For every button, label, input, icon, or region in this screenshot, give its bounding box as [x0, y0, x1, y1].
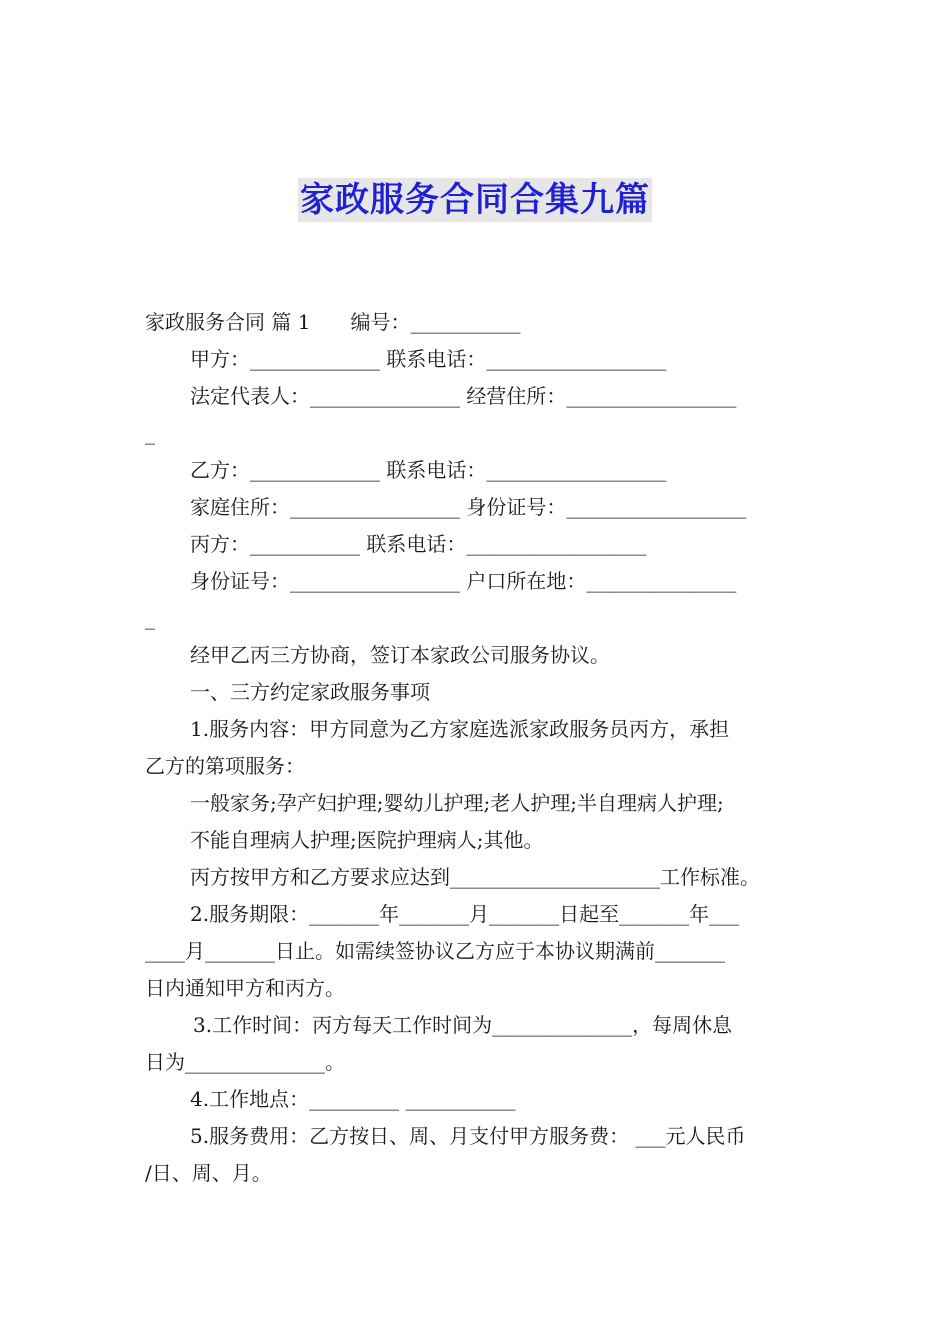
- party-b-line: 乙方：_____________ 联系电话：__________________: [190, 458, 667, 482]
- contract-heading-line: 家政服务合同 篇 1 编号：___________: [145, 310, 521, 334]
- service-period-line: 2.服务期限：_______年_______月_______日起至_______年___: [190, 902, 740, 926]
- party-a-line: 甲方：_____________ 联系电话：__________________: [190, 347, 667, 371]
- work-location-line: 4.工作地点：_________ ___________: [190, 1087, 516, 1111]
- work-time-line: 3.工作时间：丙方每天工作时间为______________，每周休息: [193, 1013, 733, 1037]
- id-hukou-line-overflow: _: [145, 606, 155, 630]
- party-c-line: 丙方：___________ 联系电话：__________________: [190, 532, 647, 556]
- work-time-line-cont: 日为______________。: [145, 1050, 345, 1074]
- service-period-line-cont: ____月_______日止。如需续签协议乙方应于本协议期满前_______: [145, 939, 725, 963]
- service-types-line-2: 不能自理病人护理;医院护理病人;其他。: [190, 828, 544, 852]
- service-types-line-1: 一般家务;孕产妇护理;婴幼儿护理;老人护理;半自理病人护理;: [190, 791, 724, 815]
- legal-rep-line-overflow: _: [145, 421, 155, 445]
- legal-rep-line: 法定代表人：_______________ 经营住所：_________________: [190, 384, 737, 408]
- id-hukou-line: 身份证号：_________________ 户口所在地：_______________: [190, 569, 737, 593]
- section-one-heading: 一、三方约定家政服务事项: [190, 680, 430, 704]
- work-standard-line: 丙方按甲方和乙方要求应达到_____________________工作标准。: [190, 865, 760, 889]
- document-title: 家政服务合同合集九篇: [300, 180, 650, 220]
- home-address-line: 家庭住所：_________________ 身份证号：__________________: [190, 495, 747, 519]
- agreement-intro-line: 经甲乙丙三方协商，签订本家政公司服务协议。: [190, 643, 610, 667]
- service-content-line-cont: 乙方的第项服务：: [145, 754, 305, 778]
- service-fee-line-cont: /日、周、月。: [145, 1161, 272, 1185]
- document-body: [145, 304, 808, 1192]
- title-container: [0, 178, 950, 222]
- service-period-line-end: 日内通知甲方和丙方。: [145, 976, 345, 1000]
- service-fee-line: 5.服务费用：乙方按日、周、月支付甲方服务费： ___元人民币: [190, 1124, 746, 1148]
- service-content-line: 1.服务内容：甲方同意为乙方家庭选派家政服务员丙方，承担: [190, 717, 730, 741]
